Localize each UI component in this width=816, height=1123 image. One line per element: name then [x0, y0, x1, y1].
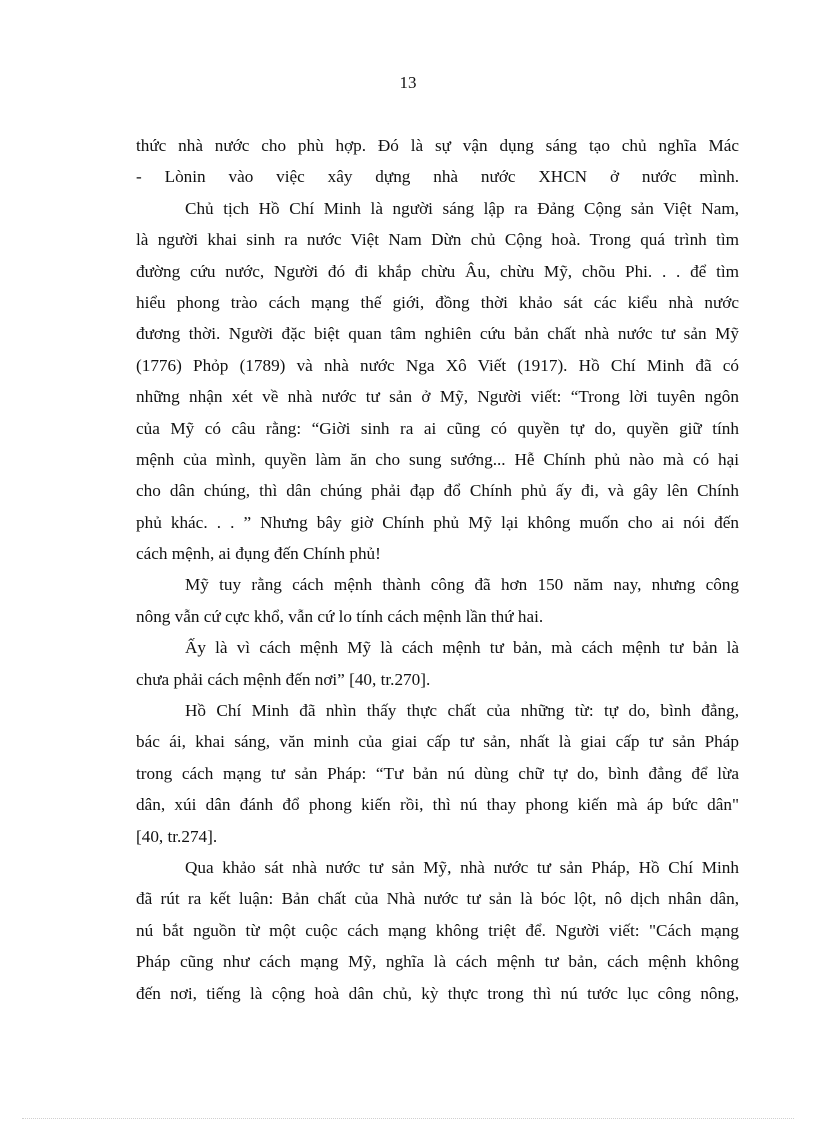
- text-line: bác ái, khai sáng, văn minh của giai cấp tư sản, nhất là giai cấp tư sản Pháp: [136, 732, 739, 752]
- text-line: đương thời. Người đặc biệt quan tâm nghiên cứu bản chất nhà nước tư sản Mỹ: [136, 324, 739, 344]
- text-line: Pháp cũng như cách mạng Mỹ, nghĩa là cách mệnh tư bản, cách mệnh không: [136, 952, 739, 972]
- paragraph-first-line: Mỹ tuy rằng cách mệnh thành công đã hơn 150 năm nay, nhưng công: [185, 575, 739, 595]
- text-line: cho dân chúng, thì dân chúng phải đạp đổ Chính phủ ấy đi, và gây lên Chính: [136, 481, 739, 501]
- paragraph-first-line: Qua khảo sát nhà nước tư sản Mỹ, nhà nước tư sản Pháp, Hồ Chí Minh: [185, 857, 739, 877]
- text-line: những nhận xét về nhà nước tư sản ở Mỹ, Người viết: “Trong lời tuyên ngôn: [136, 387, 739, 407]
- text-line: hiểu phong trào cách mạng thế giới, đồng thời khảo sát các kiểu nhà nước: [136, 292, 739, 312]
- text-line: đã rút ra kết luận: Bản chất của Nhà nước tư sản là bóc lột, nô dịch nhân dân,: [136, 889, 739, 909]
- text-line: dân, xúi dân đánh đổ phong kiến rồi, thì nú thay phong kiến mà áp bức dân": [136, 795, 739, 815]
- text-line: nú bắt nguồn từ một cuộc cách mạng không triệt để. Người viết: "Cách mạng: [136, 920, 739, 940]
- text-line: phủ khác. . . ” Nhưng bây giờ Chính phủ Mỹ lại không muốn cho ai nói đến: [136, 512, 739, 532]
- text-line: (1776) Phỏp (1789) và nhà nước Nga Xô Viết (1917). Hồ Chí Minh đã có: [136, 355, 739, 375]
- text-line: - Lònin vào việc xây dựng nhà nước XHCN ở nước mình.: [136, 167, 739, 187]
- paragraph-first-line: Chủ tịch Hồ Chí Minh là người sáng lập ra Đảng Cộng sản Việt Nam,: [185, 198, 739, 218]
- text-line: thức nhà nước cho phù hợp. Đó là sự vận dụng sáng tạo chủ nghĩa Mác: [136, 136, 739, 155]
- paragraph-first-line: Hồ Chí Minh đã nhìn thấy thực chất của những từ: tự do, bình đẳng,: [185, 701, 739, 721]
- page-bottom-rule: [22, 1118, 794, 1119]
- text-line: trong cách mạng tư sản Pháp: “Tư bản nú dùng chữ tự do, bình đẳng để lừa: [136, 763, 739, 783]
- paragraph-first-line: Ấy là vì cách mệnh Mỹ là cách mệnh tư bản, mà cách mệnh tư bản là: [185, 638, 739, 658]
- text-line: nông vẫn cứ cực khổ, vẫn cứ lo tính cách mệnh lần thứ hai.: [136, 606, 544, 626]
- text-line: chưa phải cách mệnh đến nơi” [40, tr.270].: [136, 669, 431, 689]
- text-line: đến nơi, tiếng là cộng hoà dân chủ, kỳ thực trong thì nú tước lục công nông,: [136, 983, 739, 1003]
- text-line: [40, tr.274].: [136, 826, 218, 846]
- page-number: 13: [399, 73, 417, 92]
- text-line: là người khai sinh ra nước Việt Nam Dừn chủ Cộng hoà. Trong quá trình tìm: [136, 230, 739, 250]
- text-line: của Mỹ có câu rằng: “Giời sinh ra ai cũng có quyền tự do, quyền giữ tính: [136, 418, 739, 438]
- text-line: cách mệnh, ai đụng đến Chính phủ!: [136, 544, 381, 564]
- body-text: [136, 130, 739, 1009]
- text-line: đường cứu nước, Người đó đi khắp chừu Âu, chừu Mỹ, chõu Phi. . . để tìm: [136, 261, 739, 281]
- text-line: mệnh của mình, quyền làm ăn cho sung sướng... Hễ Chính phủ nào mà có hại: [136, 449, 739, 469]
